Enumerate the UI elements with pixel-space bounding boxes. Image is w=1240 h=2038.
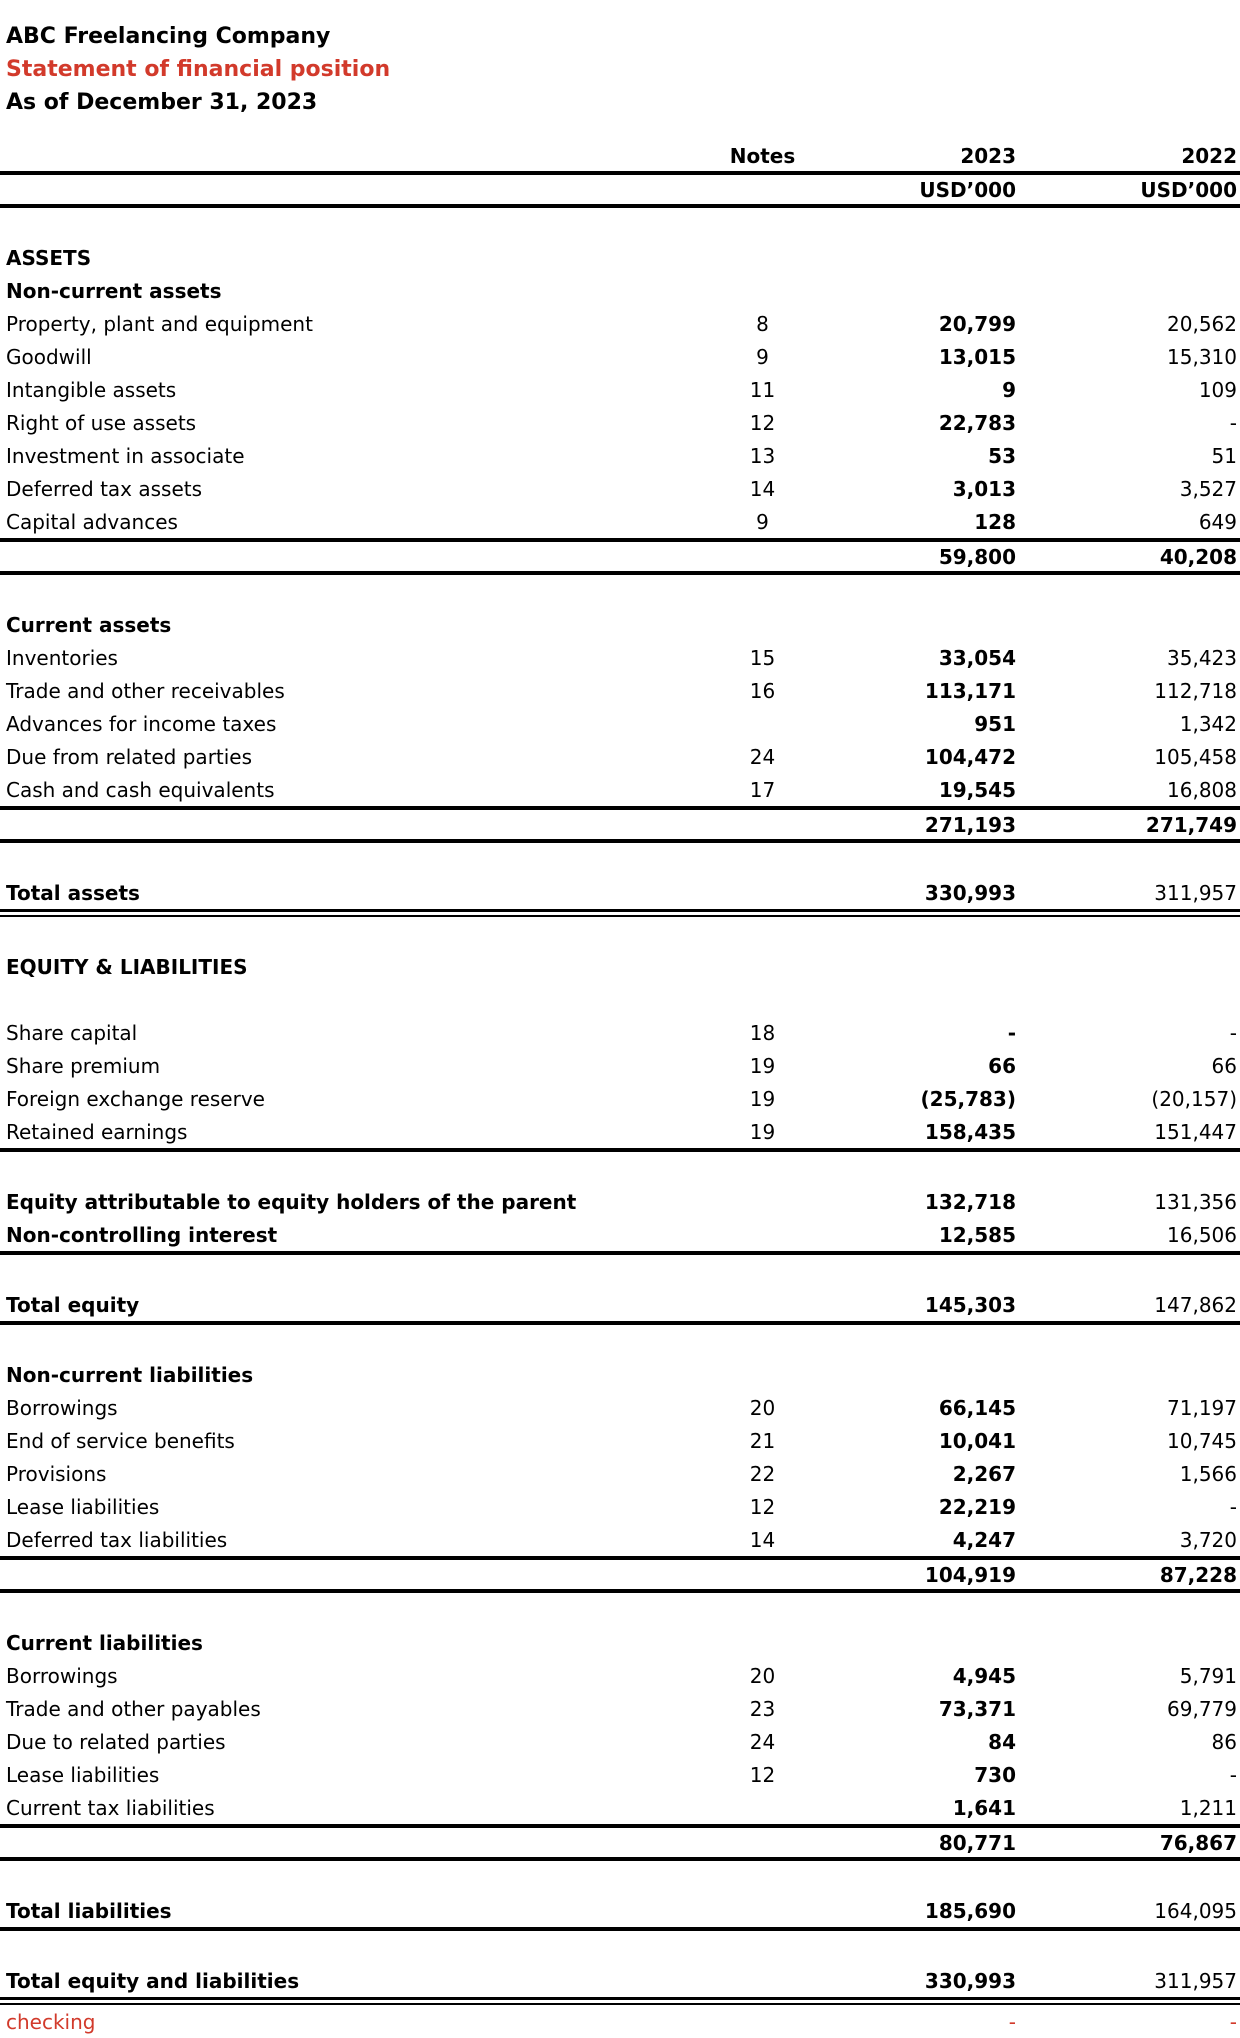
row-note: 13 (749, 443, 776, 468)
row-value-2022: 3,527 (1179, 476, 1237, 501)
row-label: Inventories (6, 645, 118, 670)
row-value-2022: 311,957 (1154, 880, 1237, 905)
table-row (0, 1659, 1240, 1692)
row-note: 23 (749, 1696, 776, 1721)
row-value-2022: 76,867 (1159, 1830, 1237, 1855)
row-value-2022: 35,423 (1167, 645, 1237, 670)
column-header-year-2023: 2023 (960, 144, 1016, 168)
row-label: Lease liabilities (6, 1494, 160, 1519)
row-label: Property, plant and equipment (6, 311, 313, 336)
row-value-2022: - (1229, 1494, 1237, 1519)
row-value-2023: 19,545 (938, 777, 1016, 802)
table-row (0, 773, 1240, 806)
row-value-2022: - (1229, 410, 1237, 435)
subtotal-row (0, 542, 1240, 571)
section-heading-row (0, 608, 1240, 641)
row-label: Non-current assets (6, 278, 222, 303)
row-label: Current assets (6, 612, 172, 637)
row-value-2023: 73,371 (938, 1696, 1016, 1721)
table-row (0, 1725, 1240, 1758)
table-row (0, 1049, 1240, 1082)
statement-title: Statement of financial position (6, 57, 391, 82)
table-row (0, 1218, 1240, 1251)
row-value-2023: 33,054 (938, 645, 1016, 670)
row-value-2023: 59,800 (938, 544, 1016, 569)
section-spacer (0, 983, 1240, 1016)
row-value-2022: 15,310 (1167, 344, 1237, 369)
row-label: Total liabilities (6, 1898, 172, 1923)
row-label: Retained earnings (6, 1119, 188, 1144)
row-value-2022: 10,745 (1167, 1428, 1237, 1453)
table-row (0, 740, 1240, 773)
row-value-2023: 3,013 (952, 476, 1016, 501)
row-value-2022: 40,208 (1159, 544, 1237, 569)
row-value-2023: 951 (974, 711, 1016, 736)
row-note: 24 (749, 744, 776, 769)
row-note: 12 (749, 1494, 776, 1519)
section-spacer (0, 1152, 1240, 1185)
row-note: 20 (749, 1663, 776, 1688)
row-note: 9 (756, 509, 769, 534)
table-row (0, 1391, 1240, 1424)
row-value-2022: 311,957 (1154, 1968, 1237, 1993)
section-spacer (0, 843, 1240, 876)
row-note: 8 (756, 311, 769, 336)
row-label: Capital advances (6, 509, 178, 534)
total-double-rule-below (0, 1997, 1240, 2005)
table-row (0, 340, 1240, 373)
row-label: Goodwill (6, 344, 92, 369)
checking-row (0, 2005, 1240, 2038)
row-value-2022: 86 (1211, 1729, 1237, 1754)
row-note: 17 (749, 777, 776, 802)
table-row (0, 439, 1240, 472)
row-value-2023: 330,993 (924, 880, 1016, 905)
row-note: 18 (749, 1020, 776, 1045)
section-heading-row (0, 1358, 1240, 1391)
row-value-2022: 16,506 (1167, 1222, 1237, 1247)
row-note: 21 (749, 1428, 776, 1453)
row-value-2023: - (1007, 1020, 1016, 1045)
row-value-2022: 3,720 (1179, 1527, 1237, 1552)
row-value-2022: 87,228 (1159, 1562, 1237, 1587)
statement-rows (0, 208, 1240, 2038)
row-value-2023: 104,472 (924, 744, 1016, 769)
row-value-2022: - (1229, 2009, 1237, 2034)
row-value-2023: 271,193 (924, 812, 1016, 837)
row-value-2023: 84 (988, 1729, 1016, 1754)
total-row (0, 1964, 1240, 1997)
row-value-2022: 112,718 (1154, 678, 1237, 703)
table-row (0, 307, 1240, 340)
row-label: Provisions (6, 1461, 107, 1486)
row-value-2023: 20,799 (938, 311, 1016, 336)
section-heading-row (0, 241, 1240, 274)
row-value-2023: 9 (1002, 377, 1016, 402)
row-note: 22 (749, 1461, 776, 1486)
row-label: End of service benefits (6, 1428, 235, 1453)
row-value-2023: 13,015 (938, 344, 1016, 369)
subtotal-row (0, 1560, 1240, 1589)
table-row (0, 641, 1240, 674)
row-value-2022: 20,562 (1167, 311, 1237, 336)
row-value-2022: 649 (1198, 509, 1237, 534)
row-label: Investment in associate (6, 443, 245, 468)
row-value-2023: 4,945 (952, 1663, 1016, 1688)
section-spacer (0, 1255, 1240, 1288)
total-row (0, 876, 1240, 909)
row-label: Due from related parties (6, 744, 253, 769)
row-note: 19 (749, 1053, 776, 1078)
row-note: 14 (749, 476, 776, 501)
row-label: Equity attributable to equity holders of the parent (6, 1189, 577, 1214)
row-label: Current liabilities (6, 1630, 203, 1655)
row-note: 16 (749, 678, 776, 703)
row-label: Trade and other payables (6, 1696, 261, 1721)
row-label: Total assets (6, 880, 140, 905)
table-row (0, 1692, 1240, 1725)
row-value-2022: - (1229, 1762, 1237, 1787)
table-row (0, 1185, 1240, 1218)
section-spacer (0, 1325, 1240, 1358)
row-value-2022: (20,157) (1151, 1086, 1237, 1111)
row-value-2023: 128 (974, 509, 1016, 534)
row-value-2022: 151,447 (1154, 1119, 1237, 1144)
row-label: Share premium (6, 1053, 161, 1078)
table-row (0, 1457, 1240, 1490)
row-value-2023: 66,145 (938, 1395, 1016, 1420)
row-value-2023: 330,993 (924, 1968, 1016, 1993)
section-heading-row (0, 1626, 1240, 1659)
subtotal-row (0, 1828, 1240, 1857)
row-note: 15 (749, 645, 776, 670)
row-label: Cash and cash equivalents (6, 777, 275, 802)
row-note: 11 (749, 377, 776, 402)
table-row (0, 1424, 1240, 1457)
row-label: Intangible assets (6, 377, 177, 402)
row-value-2023: 132,718 (924, 1189, 1016, 1214)
row-label: Right of use assets (6, 410, 197, 435)
as-of-date: As of December 31, 2023 (6, 90, 318, 115)
row-label: Trade and other receivables (6, 678, 285, 703)
section-spacer (0, 208, 1240, 241)
row-note: 9 (756, 344, 769, 369)
total-row (0, 1288, 1240, 1321)
row-value-2022: 5,791 (1179, 1663, 1237, 1688)
row-label: Due to related parties (6, 1729, 226, 1754)
row-value-2023: 158,435 (924, 1119, 1016, 1144)
table-row (0, 1115, 1240, 1148)
row-label: Deferred tax assets (6, 476, 203, 501)
document-header (0, 0, 1240, 119)
row-value-2022: 147,862 (1154, 1292, 1237, 1317)
row-label: Advances for income taxes (6, 711, 277, 736)
row-value-2023: 66 (988, 1053, 1016, 1078)
row-note: 12 (749, 1762, 776, 1787)
table-row (0, 674, 1240, 707)
table-row (0, 505, 1240, 538)
table-row (0, 1016, 1240, 1049)
row-label: Non-current liabilities (6, 1362, 254, 1387)
row-value-2022: 109 (1198, 377, 1237, 402)
table-row (0, 406, 1240, 439)
row-value-2022: 16,808 (1167, 777, 1237, 802)
row-value-2023: 145,303 (924, 1292, 1016, 1317)
table-row (0, 1082, 1240, 1115)
row-value-2023: 80,771 (938, 1830, 1016, 1855)
row-value-2023: 12,585 (938, 1222, 1016, 1247)
row-label: Non-controlling interest (6, 1222, 278, 1247)
row-value-2023: 104,919 (924, 1562, 1016, 1587)
table-row (0, 1490, 1240, 1523)
row-value-2022: 69,779 (1167, 1696, 1237, 1721)
row-label: Foreign exchange reserve (6, 1086, 265, 1111)
row-value-2022: 51 (1211, 443, 1237, 468)
row-note: 12 (749, 410, 776, 435)
row-value-2023: 2,267 (952, 1461, 1016, 1486)
row-value-2023: 185,690 (924, 1898, 1016, 1923)
row-note: 19 (749, 1119, 776, 1144)
row-value-2023: 10,041 (938, 1428, 1016, 1453)
section-heading-row (0, 950, 1240, 983)
row-value-2023: 22,783 (938, 410, 1016, 435)
section-spacer (0, 917, 1240, 950)
section-spacer (0, 1931, 1240, 1964)
row-value-2022: - (1229, 1020, 1237, 1045)
row-value-2022: 164,095 (1154, 1898, 1237, 1923)
table-row (0, 1523, 1240, 1556)
row-value-2023: 4,247 (952, 1527, 1016, 1552)
row-label: ASSETS (6, 245, 92, 270)
row-note: 20 (749, 1395, 776, 1420)
row-value-2022: 105,458 (1154, 744, 1237, 769)
table-row (0, 1791, 1240, 1824)
column-header-row (0, 141, 1240, 171)
row-label: Borrowings (6, 1663, 118, 1688)
column-header-notes: Notes (729, 144, 796, 168)
row-value-2023: - (1008, 2009, 1016, 2034)
table-row (0, 472, 1240, 505)
column-header-year-2022: 2022 (1181, 144, 1237, 168)
company-name: ABC Freelancing Company (6, 24, 331, 49)
row-label: Share capital (6, 1020, 138, 1045)
table-row (0, 707, 1240, 740)
row-value-2023: 113,171 (924, 678, 1016, 703)
row-label: Deferred tax liabilities (6, 1527, 228, 1552)
section-spacer (0, 1593, 1240, 1626)
table-row (0, 373, 1240, 406)
row-label: checking (6, 2009, 96, 2034)
row-value-2023: 730 (974, 1762, 1016, 1787)
row-label: Current tax liabilities (6, 1795, 215, 1820)
row-label: Total equity (6, 1292, 140, 1317)
row-value-2022: 71,197 (1167, 1395, 1237, 1420)
row-value-2023: (25,783) (920, 1086, 1016, 1111)
row-value-2022: 1,211 (1179, 1795, 1237, 1820)
row-label: Borrowings (6, 1395, 118, 1420)
row-value-2023: 53 (988, 443, 1016, 468)
row-value-2022: 131,356 (1154, 1189, 1237, 1214)
unit-label-2022: USD’000 (1140, 177, 1237, 202)
row-value-2023: 22,219 (938, 1494, 1016, 1519)
row-note: 19 (749, 1086, 776, 1111)
total-row (0, 1894, 1240, 1927)
row-value-2022: 1,566 (1179, 1461, 1237, 1486)
row-note: 14 (749, 1527, 776, 1552)
section-spacer (0, 575, 1240, 608)
row-label: Total equity and liabilities (6, 1968, 300, 1993)
row-value-2022: 271,749 (1145, 812, 1237, 837)
row-note: 24 (749, 1729, 776, 1754)
row-value-2023: 1,641 (952, 1795, 1016, 1820)
total-double-rule-below (0, 909, 1240, 917)
row-value-2022: 66 (1211, 1053, 1237, 1078)
unit-label-2023: USD’000 (919, 177, 1016, 202)
table-row (0, 1758, 1240, 1791)
row-value-2022: 1,342 (1179, 711, 1237, 736)
row-label: EQUITY & LIABILITIES (6, 954, 248, 979)
section-heading-row (0, 274, 1240, 307)
unit-row (0, 175, 1240, 204)
row-label: Lease liabilities (6, 1762, 160, 1787)
section-spacer (0, 1861, 1240, 1894)
subtotal-row (0, 810, 1240, 839)
